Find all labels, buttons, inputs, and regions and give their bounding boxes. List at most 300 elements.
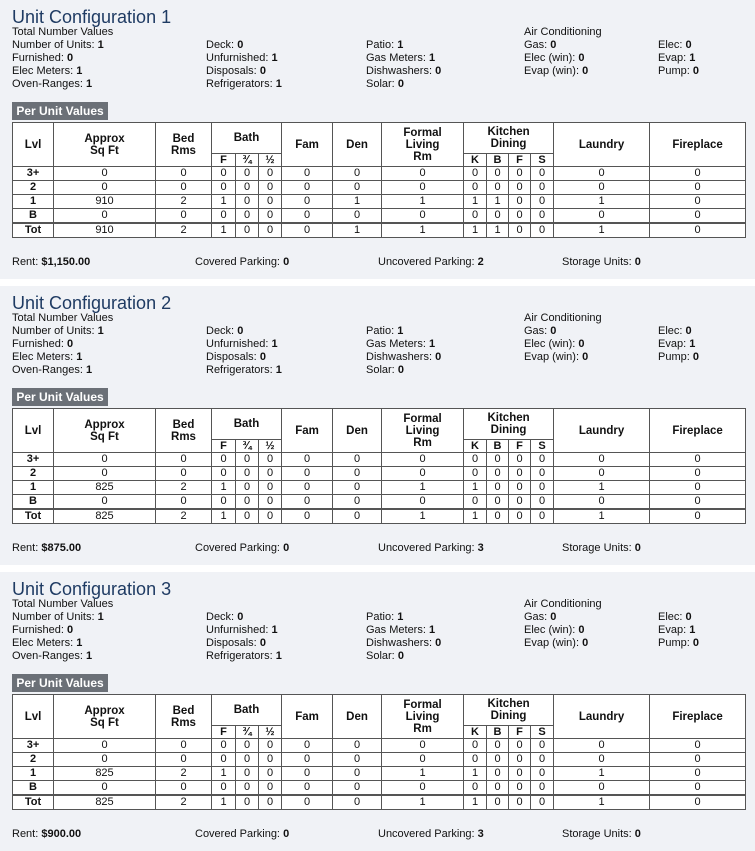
col-fam: Fam (282, 695, 333, 739)
table-cell: 0 (54, 781, 156, 796)
row-level-label: 3+ (13, 453, 54, 467)
table-cell: 825 (54, 481, 156, 495)
table-cell: 0 (282, 467, 333, 481)
table-cell: 0 (259, 453, 282, 467)
row-level-label: Tot (13, 795, 54, 810)
ac-pump-field: Pump: 0 (658, 65, 699, 77)
table-cell: 0 (464, 739, 487, 753)
table-row (13, 739, 746, 753)
col-formal-living: Formal Living Rm (382, 409, 464, 453)
table-cell: 0 (54, 167, 156, 181)
unit-configuration (0, 0, 755, 279)
table-cell: 0 (282, 795, 333, 810)
table-cell: 0 (509, 753, 531, 767)
table-cell: 0 (531, 223, 554, 238)
table-row (13, 167, 746, 181)
table-cell: 0 (464, 209, 487, 224)
table-cell: 1 (464, 767, 487, 781)
table-cell: 2 (156, 195, 212, 209)
table-cell: 0 (212, 739, 236, 753)
per-unit-values-tab[interactable]: Per Unit Values (12, 388, 108, 406)
table-cell: 0 (464, 167, 487, 181)
table-cell: 0 (509, 509, 531, 524)
table-cell: 0 (531, 753, 554, 767)
table-cell: 0 (487, 767, 509, 781)
table-cell: 0 (382, 453, 464, 467)
table-cell: 0 (487, 167, 509, 181)
table-cell: 0 (54, 467, 156, 481)
table-cell: 0 (382, 781, 464, 796)
patio-field: Patio: 1 (366, 39, 404, 51)
table-cell: 0 (487, 509, 509, 524)
unit-configuration (0, 572, 755, 851)
table-cell: 0 (382, 495, 464, 510)
col-lvl: Lvl (13, 409, 54, 453)
row-level-label: 1 (13, 195, 54, 209)
table-cell: 0 (531, 767, 554, 781)
table-cell: 0 (509, 739, 531, 753)
table-row (13, 509, 746, 524)
ac-evap-field: Evap: 1 (658, 52, 696, 64)
table-cell: 1 (464, 223, 487, 238)
table-cell: 0 (382, 739, 464, 753)
table-cell: 0 (282, 739, 333, 753)
col-lvl: Lvl (13, 695, 54, 739)
table-cell: 0 (531, 195, 554, 209)
table-cell: 2 (156, 223, 212, 238)
table-cell: 1 (212, 223, 236, 238)
oven-ranges-field: Oven-Ranges: 1 (12, 78, 93, 90)
table-cell: 1 (464, 481, 487, 495)
col-approx-sqft: Approx Sq Ft (54, 409, 156, 453)
table-cell: 0 (259, 753, 282, 767)
table-cell: 0 (554, 467, 650, 481)
table-cell: 0 (554, 167, 650, 181)
col-kitchen-b: B (487, 440, 509, 453)
table-cell: 0 (650, 767, 746, 781)
table-cell: 0 (54, 495, 156, 510)
table-cell: 1 (212, 795, 236, 810)
rent-field: Rent: $1,150.00 (12, 256, 91, 268)
table-cell: 0 (509, 167, 531, 181)
table-cell: 0 (259, 223, 282, 238)
table-cell: 0 (509, 795, 531, 810)
table-cell: 0 (236, 223, 259, 238)
table-cell: 0 (554, 209, 650, 224)
table-cell: 0 (509, 781, 531, 796)
solar-field: Solar: 0 (366, 78, 404, 90)
furnished-field: Furnished: 0 (12, 338, 74, 350)
col-den: Den (333, 695, 382, 739)
table-row (13, 781, 746, 796)
table-cell: 0 (333, 181, 382, 195)
row-level-label: B (13, 495, 54, 510)
table-cell: 0 (554, 781, 650, 796)
table-cell: 0 (236, 167, 259, 181)
col-den: Den (333, 409, 382, 453)
col-kitchen-s: S (531, 440, 554, 453)
table-cell: 0 (54, 453, 156, 467)
table-cell: 0 (54, 181, 156, 195)
total-values-heading: Total Number Values (12, 26, 114, 38)
table-row (13, 453, 746, 467)
table-cell: 0 (259, 181, 282, 195)
table-cell: 0 (156, 467, 212, 481)
table-row (13, 767, 746, 781)
unit-configuration (0, 286, 755, 565)
table-cell: 0 (282, 767, 333, 781)
ac-evap-win-field: Evap (win): 0 (524, 351, 589, 363)
deck-field: Deck: 0 (206, 325, 244, 337)
table-row (13, 209, 746, 224)
table-cell: 0 (650, 753, 746, 767)
table-cell: 0 (650, 795, 746, 810)
ac-pump-field: Pump: 0 (658, 351, 699, 363)
row-level-label: 1 (13, 767, 54, 781)
furnished-field: Furnished: 0 (12, 52, 74, 64)
table-cell: 0 (509, 181, 531, 195)
table-cell: 825 (54, 795, 156, 810)
table-cell: 0 (554, 753, 650, 767)
table-cell: 0 (531, 453, 554, 467)
units-field: Number of Units: 1 (12, 611, 104, 623)
dishwashers-field: Dishwashers: 0 (366, 351, 442, 363)
table-cell: 0 (282, 181, 333, 195)
col-fam: Fam (282, 123, 333, 167)
table-cell: 1 (382, 195, 464, 209)
col-formal-living: Formal Living Rm (382, 123, 464, 167)
ac-evap-win-field: Evap (win): 0 (524, 637, 589, 649)
table-cell: 0 (509, 209, 531, 224)
table-body (13, 739, 746, 810)
refrigerators-field: Refrigerators: 1 (206, 364, 282, 376)
table-cell: 0 (333, 495, 382, 510)
table-cell: 0 (464, 495, 487, 510)
col-bed-rms: Bed Rms (156, 409, 212, 453)
refrigerators-field: Refrigerators: 1 (206, 78, 282, 90)
table-cell: 0 (650, 739, 746, 753)
col-formal-living: Formal Living Rm (382, 695, 464, 739)
table-cell: 0 (259, 509, 282, 524)
table-row (13, 467, 746, 481)
col-kitchen-dining: Kitchen Dining (464, 123, 554, 154)
per-unit-values-tab[interactable]: Per Unit Values (12, 674, 108, 692)
col-lvl: Lvl (13, 123, 54, 167)
air-conditioning-heading: Air Conditioning (524, 26, 602, 38)
col-kitchen-k: K (464, 726, 487, 739)
table-cell: 0 (531, 495, 554, 510)
col-kitchen-k: K (464, 440, 487, 453)
col-fireplace: Fireplace (650, 123, 746, 167)
col-kitchen-s: S (531, 726, 554, 739)
table-cell: 0 (650, 481, 746, 495)
table-cell: 0 (333, 453, 382, 467)
table-cell: 0 (236, 767, 259, 781)
table-cell: 0 (236, 481, 259, 495)
table-row (13, 195, 746, 209)
table-cell: 0 (531, 181, 554, 195)
table-cell: 0 (54, 739, 156, 753)
table-row (13, 223, 746, 238)
table-cell: 0 (212, 495, 236, 510)
col-bath-three-quarter: ¾ (236, 726, 259, 739)
table-cell: 0 (156, 167, 212, 181)
table-cell: 0 (531, 209, 554, 224)
col-bath-three-quarter: ¾ (236, 440, 259, 453)
table-cell: 0 (333, 753, 382, 767)
table-cell: 0 (650, 495, 746, 510)
table-row (13, 753, 746, 767)
table-cell: 0 (464, 753, 487, 767)
table-cell: 0 (509, 467, 531, 481)
row-level-label: 3+ (13, 739, 54, 753)
deck-field: Deck: 0 (206, 611, 244, 623)
table-cell: 0 (487, 495, 509, 510)
table-cell: 0 (650, 223, 746, 238)
table-cell: 0 (531, 467, 554, 481)
col-bed-rms: Bed Rms (156, 695, 212, 739)
table-cell: 1 (212, 767, 236, 781)
table-row (13, 495, 746, 510)
table-cell: 0 (531, 795, 554, 810)
solar-field: Solar: 0 (366, 364, 404, 376)
unfurnished-field: Unfurnished: 1 (206, 52, 278, 64)
col-bath-full: F (212, 154, 236, 167)
table-cell: 0 (333, 795, 382, 810)
solar-field: Solar: 0 (366, 650, 404, 662)
table-cell: 0 (236, 467, 259, 481)
ac-elec-win-field: Elec (win): 0 (524, 52, 585, 64)
table-cell: 1 (554, 795, 650, 810)
table-cell: 0 (382, 209, 464, 224)
rent-field: Rent: $875.00 (12, 542, 82, 554)
col-bath: Bath (212, 695, 282, 726)
row-level-label: Tot (13, 509, 54, 524)
table-cell: 0 (464, 453, 487, 467)
table-cell: 0 (333, 739, 382, 753)
col-bath-three-quarter: ¾ (236, 154, 259, 167)
table-cell: 0 (212, 781, 236, 796)
table-cell: 1 (554, 481, 650, 495)
ac-elec-field: Elec: 0 (658, 325, 692, 337)
table-cell: 0 (282, 481, 333, 495)
col-kitchen-k: K (464, 154, 487, 167)
col-bath-half: ½ (259, 726, 282, 739)
col-kitchen-dining: Kitchen Dining (464, 695, 554, 726)
table-cell: 2 (156, 795, 212, 810)
row-level-label: 1 (13, 481, 54, 495)
row-level-label: Tot (13, 223, 54, 238)
col-kitchen-f: F (509, 726, 531, 739)
col-bath-full: F (212, 440, 236, 453)
table-cell: 0 (487, 467, 509, 481)
air-conditioning-heading: Air Conditioning (524, 598, 602, 610)
table-cell: 0 (212, 167, 236, 181)
table-cell: 0 (156, 453, 212, 467)
table-cell: 1 (487, 223, 509, 238)
storage-units-field: Storage Units: 0 (562, 828, 641, 840)
table-cell: 1 (464, 509, 487, 524)
col-fam: Fam (282, 409, 333, 453)
gas-meters-field: Gas Meters: 1 (366, 338, 436, 350)
config-title: Unit Configuration 1 (12, 7, 172, 27)
table-cell: 0 (236, 509, 259, 524)
table-cell: 1 (212, 481, 236, 495)
oven-ranges-field: Oven-Ranges: 1 (12, 364, 93, 376)
table-cell: 0 (259, 767, 282, 781)
table-cell: 0 (282, 509, 333, 524)
ac-evap-field: Evap: 1 (658, 338, 696, 350)
table-cell: 0 (333, 467, 382, 481)
table-cell: 0 (236, 795, 259, 810)
per-unit-table (12, 408, 746, 524)
table-cell: 0 (650, 167, 746, 181)
table-cell: 0 (382, 167, 464, 181)
table-cell: 0 (509, 195, 531, 209)
table-cell: 0 (282, 195, 333, 209)
table-cell: 0 (236, 753, 259, 767)
table-cell: 0 (259, 167, 282, 181)
covered-parking-field: Covered Parking: 0 (195, 256, 290, 268)
table-cell: 0 (487, 781, 509, 796)
table-cell: 0 (236, 495, 259, 510)
col-kitchen-f: F (509, 440, 531, 453)
storage-units-field: Storage Units: 0 (562, 256, 641, 268)
uncovered-parking-field: Uncovered Parking: 3 (378, 542, 484, 554)
elec-meters-field: Elec Meters: 1 (12, 351, 83, 363)
table-cell: 1 (333, 223, 382, 238)
covered-parking-field: Covered Parking: 0 (195, 542, 290, 554)
col-bed-rms: Bed Rms (156, 123, 212, 167)
table-cell: 0 (650, 181, 746, 195)
col-kitchen-b: B (487, 154, 509, 167)
dishwashers-field: Dishwashers: 0 (366, 65, 442, 77)
table-cell: 2 (156, 481, 212, 495)
table-cell: 0 (259, 195, 282, 209)
table-cell: 0 (487, 753, 509, 767)
table-cell: 0 (333, 509, 382, 524)
table-cell: 0 (333, 767, 382, 781)
table-cell: 1 (554, 767, 650, 781)
table-cell: 0 (54, 753, 156, 767)
table-cell: 1 (382, 795, 464, 810)
table-cell: 0 (650, 509, 746, 524)
ac-gas-field: Gas: 0 (524, 611, 557, 623)
table-cell: 0 (382, 181, 464, 195)
uncovered-parking-field: Uncovered Parking: 2 (378, 256, 484, 268)
ac-evap-win-field: Evap (win): 0 (524, 65, 589, 77)
table-cell: 0 (156, 739, 212, 753)
patio-field: Patio: 1 (366, 325, 404, 337)
table-cell: 0 (554, 453, 650, 467)
table-cell: 0 (156, 209, 212, 224)
col-bath-half: ½ (259, 154, 282, 167)
table-cell: 0 (282, 781, 333, 796)
table-cell: 0 (259, 781, 282, 796)
per-unit-table (12, 694, 746, 810)
elec-meters-field: Elec Meters: 1 (12, 637, 83, 649)
col-fireplace: Fireplace (650, 409, 746, 453)
row-level-label: B (13, 781, 54, 796)
table-cell: 0 (212, 453, 236, 467)
table-cell: 0 (259, 209, 282, 224)
ac-elec-field: Elec: 0 (658, 39, 692, 51)
table-cell: 1 (554, 223, 650, 238)
table-cell: 0 (531, 509, 554, 524)
table-cell: 0 (236, 781, 259, 796)
table-row (13, 481, 746, 495)
col-den: Den (333, 123, 382, 167)
table-cell: 0 (236, 181, 259, 195)
table-cell: 1 (382, 223, 464, 238)
table-cell: 0 (509, 495, 531, 510)
disposals-field: Disposals: 0 (206, 637, 266, 649)
table-row (13, 795, 746, 810)
row-level-label: 2 (13, 181, 54, 195)
table-cell: 0 (531, 739, 554, 753)
table-cell: 1 (554, 195, 650, 209)
uncovered-parking-field: Uncovered Parking: 3 (378, 828, 484, 840)
col-laundry: Laundry (554, 409, 650, 453)
table-cell: 0 (531, 481, 554, 495)
table-cell: 0 (650, 467, 746, 481)
table-cell: 1 (382, 509, 464, 524)
disposals-field: Disposals: 0 (206, 351, 266, 363)
ac-elec-win-field: Elec (win): 0 (524, 624, 585, 636)
refrigerators-field: Refrigerators: 1 (206, 650, 282, 662)
table-cell: 825 (54, 767, 156, 781)
per-unit-values-tab[interactable]: Per Unit Values (12, 102, 108, 120)
per-unit-table (12, 122, 746, 238)
table-cell: 0 (382, 467, 464, 481)
table-cell: 0 (382, 753, 464, 767)
table-cell: 1 (212, 509, 236, 524)
dishwashers-field: Dishwashers: 0 (366, 637, 442, 649)
table-cell: 1 (212, 195, 236, 209)
table-cell: 0 (487, 739, 509, 753)
furnished-field: Furnished: 0 (12, 624, 74, 636)
table-cell: 0 (554, 181, 650, 195)
elec-meters-field: Elec Meters: 1 (12, 65, 83, 77)
table-cell: 0 (509, 453, 531, 467)
table-cell: 0 (236, 209, 259, 224)
config-title: Unit Configuration 2 (12, 293, 172, 313)
col-bath-full: F (212, 726, 236, 739)
col-kitchen-b: B (487, 726, 509, 739)
table-cell: 0 (259, 495, 282, 510)
table-cell: 0 (554, 495, 650, 510)
col-kitchen-dining: Kitchen Dining (464, 409, 554, 440)
disposals-field: Disposals: 0 (206, 65, 266, 77)
total-values-heading: Total Number Values (12, 598, 114, 610)
ac-elec-field: Elec: 0 (658, 611, 692, 623)
table-cell: 0 (554, 739, 650, 753)
table-cell: 0 (282, 753, 333, 767)
table-cell: 0 (509, 481, 531, 495)
col-laundry: Laundry (554, 123, 650, 167)
storage-units-field: Storage Units: 0 (562, 542, 641, 554)
table-cell: 0 (650, 195, 746, 209)
table-body (13, 167, 746, 238)
table-cell: 0 (650, 781, 746, 796)
covered-parking-field: Covered Parking: 0 (195, 828, 290, 840)
table-cell: 0 (259, 467, 282, 481)
table-cell: 1 (487, 195, 509, 209)
row-level-label: B (13, 209, 54, 224)
col-bath-half: ½ (259, 440, 282, 453)
table-cell: 0 (236, 195, 259, 209)
rent-field: Rent: $900.00 (12, 828, 82, 840)
